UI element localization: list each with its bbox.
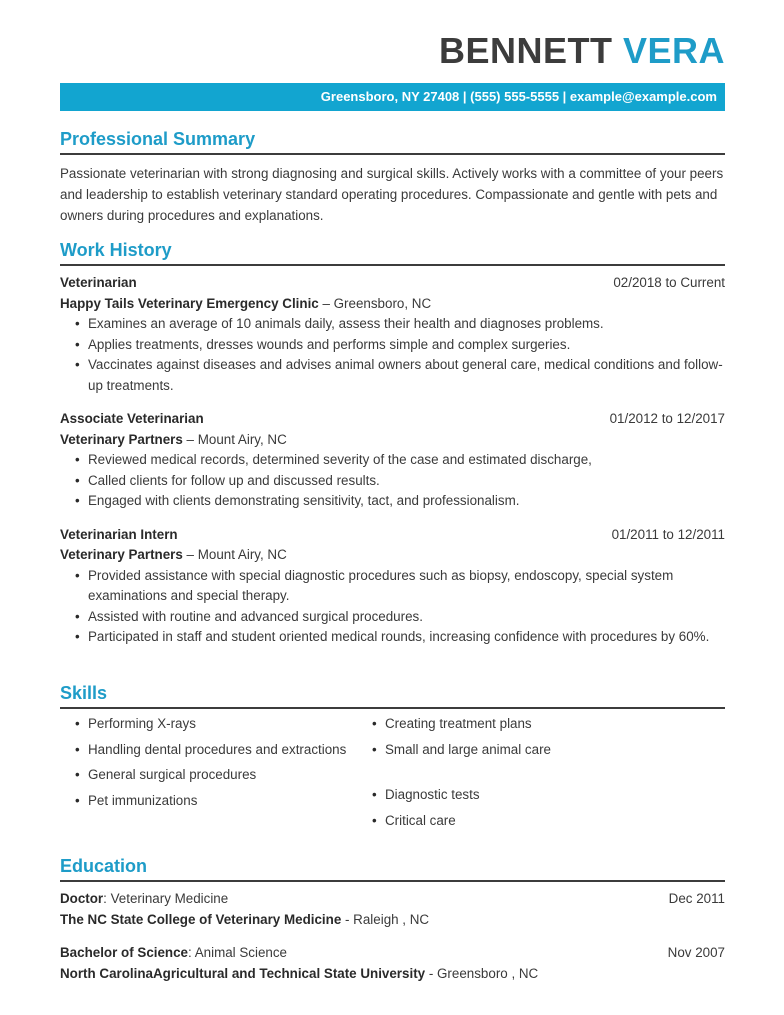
job-dates: 01/2012 to 12/2017 <box>609 411 725 426</box>
job-bullet: • Engaged with clients demonstrating sensitivity, tact, and professionalism. <box>88 491 725 512</box>
job-location: – Mount Airy, NC <box>182 431 287 447</box>
education-title: Education <box>60 856 148 876</box>
skill-item: • Handling dental procedures and extractions <box>88 740 357 761</box>
school-name: The NC State College of Veterinary Medicine <box>60 911 342 927</box>
job-bullet: • Provided assistance with special diagnostic procedures such as biopsy, endoscopy, special system examinations and special therapy. <box>88 566 725 607</box>
contact-bar: Greensboro, NY 27408 | (555) 555-5555 | example@example.com <box>60 83 725 111</box>
skill-item: • Creating treatment plans <box>385 714 725 735</box>
school-location: - Greensboro , NC <box>425 965 539 981</box>
job-bullet: • Applies treatments, dresses wounds and performs simple and complex surgeries. <box>88 335 725 356</box>
job-role: Veterinarian Intern <box>60 526 178 542</box>
skills-grid <box>60 714 725 836</box>
job-role: Veterinarian <box>60 275 137 290</box>
skills-section <box>60 681 725 836</box>
summary-section <box>60 127 725 226</box>
job-employer: Veterinary Partners <box>60 547 183 562</box>
job-bullet: • Participated in staff and student oriented medical rounds, increasing confidence with procedures by 60%. <box>88 627 725 648</box>
job-bullet: • Reviewed medical records, determined severity of the case and estimated discharge, <box>88 450 725 471</box>
summary-text: Passionate veterinarian with strong diagnosing and surgical skills. Actively works with a committee of your peers and leadership to establish veterinary standard operating procedures. Compassionate and gentle with pets and owners during procedures and explanations. <box>60 166 724 223</box>
job-bullet: • Examines an average of 10 animals daily, assess their health and diagnoses problems. <box>88 314 725 335</box>
field-of-study: : Veterinary Medicine <box>103 891 229 906</box>
skills-column-left <box>60 714 357 836</box>
skill-item: • Performing X-rays <box>88 714 357 735</box>
job-location: – Greensboro, NC <box>318 295 432 311</box>
job-entry <box>60 409 725 512</box>
graduation-date: Dec 2011 <box>668 891 725 906</box>
skill-item: • Small and large animal care <box>385 740 725 761</box>
work-section <box>60 238 725 648</box>
skill-item: • Diagnostic tests <box>385 785 725 806</box>
job-bullets <box>60 566 725 648</box>
skill-item: • General surgical procedures <box>88 765 357 786</box>
last-name: VERA <box>622 30 725 71</box>
job-dates: 01/2011 to 12/2011 <box>611 526 725 542</box>
summary-title: Professional Summary <box>60 129 256 149</box>
skill-item: • Pet immunizations <box>88 791 357 812</box>
job-bullet: • Assisted with routine and advanced surgical procedures. <box>88 607 725 628</box>
graduation-date: Nov 2007 <box>667 945 725 960</box>
field-of-study: : Animal Science <box>188 945 288 960</box>
section-divider <box>60 153 725 155</box>
job-employer: Happy Tails Veterinary Emergency Clinic <box>60 295 319 311</box>
section-divider <box>60 264 725 266</box>
job-bullet: • Vaccinates against diseases and advises animal owners about general care, medical conditions and follow-up treatments. <box>88 355 725 396</box>
job-bullets <box>60 450 725 512</box>
first-name: BENNETT <box>438 30 613 71</box>
school-name: North CarolinaAgricultural and Technical State University <box>60 965 426 981</box>
job-location: – Mount Airy, NC <box>182 547 287 562</box>
degree: Bachelor of Science <box>60 945 189 960</box>
degree: Doctor <box>60 891 104 906</box>
job-bullets <box>60 314 725 396</box>
job-entry <box>60 525 725 648</box>
education-entry <box>60 889 725 930</box>
job-bullet: • Called clients for follow up and discussed results. <box>88 471 725 492</box>
job-entry <box>60 273 725 396</box>
education-section <box>60 854 725 984</box>
job-role: Associate Veterinarian <box>60 411 204 426</box>
section-divider <box>60 707 725 709</box>
skills-title: Skills <box>60 683 108 703</box>
candidate-name <box>439 30 725 72</box>
job-dates: 02/2018 to Current <box>613 275 725 290</box>
section-divider <box>60 880 725 882</box>
work-title: Work History <box>60 240 172 260</box>
school-location: - Raleigh , NC <box>341 911 430 927</box>
education-entry <box>60 943 725 984</box>
skill-item: • Critical care <box>385 811 725 832</box>
job-employer: Veterinary Partners <box>60 431 183 447</box>
skills-column-right <box>357 714 725 836</box>
